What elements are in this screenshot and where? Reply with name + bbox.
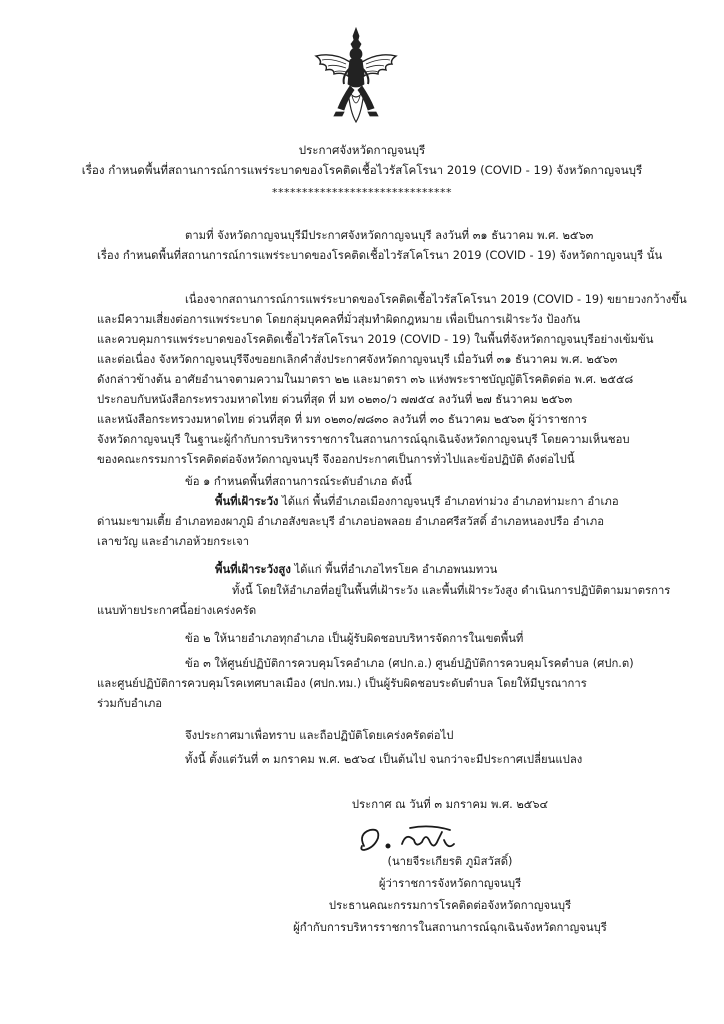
paragraph-2-line-1: เนื่องจากสถานการณ์การแพร่ระบาดของโรคติดเชื้อไวรัสโคโรนา 2019 (COVID - 19) ขยายวงกว้างขึ้น — [185, 293, 687, 306]
separator-line: ****************************** — [272, 186, 452, 199]
watch-area-line-3: เลาขวัญ และอำเภอห้วยกระเจา — [97, 535, 250, 548]
paragraph-2-line-4: และต่อเนื่อง จังหวัดกาญจนบุรีจึงขอยกเลิกคำสั่งประกาศจังหวัดกาญจนบุรี เมื่อวันที่ ๓๑ ธันวาคม พ.ศ. ๒๕๖๓ — [97, 353, 618, 366]
paragraph-2-line-2: และมีความเสี่ยงต่อการแพร่ระบาด โดยกลุ่มบุคคลที่มั่วสุ่มทำผิดกฎหมาย เพื่อเป็นการเฝ้าระวัง ป้องกัน — [97, 313, 581, 326]
clause-2: ข้อ ๒ ให้นายอำเภอทุกอำเภอ เป็นผู้รับผิดชอบบริหารจัดการในเขตพื้นที่ — [185, 632, 524, 645]
paragraph-2-line-6: ประกอบกับหนังสือกระทรวงมหาดไทย ด่วนที่สุด ที่ มท ๐๒๓๐/ว ๗๗๕๔ ลงวันที่ ๒๗ ธันวาคม ๒๕๖๓ — [97, 393, 573, 406]
watch-area-label: พื้นที่เฝ้าระวัง — [215, 495, 279, 508]
paragraph-1-line-2: เรื่อง กำหนดพื้นที่สถานการณ์การแพร่ระบาดของโรคติดเชื้อไวรัสโคโรนา 2019 (COVID - 19) จังหวัดกาญจนบุรี นั้น — [97, 249, 663, 262]
signer-position-1: ผู้ว่าราชการจังหวัดกาญจนบุรี — [378, 877, 522, 890]
watch-area-text: ได้แก่ พื้นที่อำเภอเมืองกาญจนบุรี อำเภอท่าม่วง อำเภอท่ามะกา อำเภอ — [278, 495, 619, 508]
document-subject: เรื่อง กำหนดพื้นที่สถานการณ์การแพร่ระบาดของโรคติดเชื้อไวรัสโคโรนา 2019 (COVID - 19) จังหวัดกาญจนบุรี — [81, 163, 643, 177]
high-watch-area-line — [215, 562, 497, 578]
high-watch-area-text: ได้แก่ พื้นที่อำเภอไทรโยค อำเภอพนมทวน — [290, 563, 498, 576]
document-title: ประกาศจังหวัดกาญจนบุรี — [298, 143, 426, 157]
signer-name: (นายจีระเกียรติ ภูมิสวัสดิ์) — [387, 855, 513, 868]
apply-line-2: แนบท้ายประกาศนี้อย่างเคร่งครัด — [97, 604, 257, 617]
paragraph-1-line-1: ตามที่ จังหวัดกาญจนบุรีมีประกาศจังหวัดกาญจนบุรี ลงวันที่ ๓๑ ธันวาคม พ.ศ. ๒๕๖๓ — [185, 229, 594, 242]
garuda-emblem-icon — [312, 26, 400, 126]
high-watch-area-label: พื้นที่เฝ้าระวังสูง — [215, 563, 291, 576]
clause-3-line-2: และศูนย์ปฏิบัติการควบคุมโรคเทศบาลเมือง (ศปก.ทม.) เป็นผู้รับผิดชอบระดับตำบล โดยให้มีบูรณาการ — [97, 677, 587, 690]
effective-date-line: ทั้งนี้ ตั้งแต่วันที่ ๓ มกราคม พ.ศ. ๒๕๖๔ เป็นต้นไป จนกว่าจะมีประกาศเปลี่ยนแปลง — [185, 753, 583, 766]
signer-position-3: ผู้กำกับการบริหารราชการในสถานการณ์ฉุกเฉินจังหวัดกาญจนบุรี — [293, 921, 607, 934]
clause-1-heading: ข้อ ๑ กำหนดพื้นที่สถานการณ์ระดับอำเภอ ดังนี้ — [185, 475, 412, 488]
announce-line: จึงประกาศมาเพื่อทราบ และถือปฏิบัติโดยเคร่งครัดต่อไป — [185, 729, 454, 742]
paragraph-2-line-7: และหนังสือกระทรวงมหาดไทย ด่วนที่สุด ที่ มท ๐๒๓๐/๗๘๓๐ ลงวันที่ ๓๐ ธันวาคม ๒๕๖๓ ผู้ว่าราชการ — [97, 413, 588, 426]
clause-3-line-3: ร่วมกับอำเภอ — [97, 697, 163, 710]
paragraph-2-line-8: จังหวัดกาญจนบุรี ในฐานะผู้กำกับการบริหารราชการในสถานการณ์ฉุกเฉินจังหวัดกาญจนบุรี โดยความเห็นชอบ — [97, 433, 630, 446]
paragraph-2-line-9: ของคณะกรรมการโรคติดต่อจังหวัดกาญจนบุรี จึงออกประกาศเป็นการทั่วไปและข้อปฏิบัติ ดังต่อไปนี้ — [97, 453, 575, 466]
clause-3-line-1: ข้อ ๓ ให้ศูนย์ปฏิบัติการควบคุมโรคอำเภอ (ศปก.อ.) ศูนย์ปฏิบัติการควบคุมโรคตำบล (ศปก.ต) — [185, 657, 634, 670]
announce-date: ประกาศ ณ วันที่ ๓ มกราคม พ.ศ. ๒๕๖๔ — [351, 798, 549, 811]
apply-line-1: ทั้งนี้ โดยให้อำเภอที่อยู่ในพื้นที่เฝ้าระวัง และพื้นที่เฝ้าระวังสูง ดำเนินการปฏิบัติตามมาตรการ — [232, 584, 671, 597]
watch-area-line-1 — [215, 494, 619, 510]
paragraph-2-line-5: ดังกล่าวข้างต้น อาศัยอำนาจตามความในมาตรา ๒๒ และมาตรา ๓๖ แห่งพระราชบัญญัติโรคติดต่อ พ.ศ. ๒๕๕๘ — [97, 373, 634, 386]
watch-area-line-2: ด่านมะขามเตี้ย อำเภอทองผาภูมิ อำเภอสังขละบุรี อำเภอบ่อพลอย อำเภอศรีสวัสดิ์ อำเภอหนองปรือ อำเภอ — [97, 515, 605, 528]
signer-position-2: ประธานคณะกรรมการโรคติดต่อจังหวัดกาญจนบุรี — [328, 899, 572, 912]
paragraph-2-line-3: และควบคุมการแพร่ระบาดของโรคติดเชื้อไวรัสโคโรนา 2019 (COVID - 19) ในพื้นที่จังหวัดกาญจนบุรีอย่างเข้มข้น — [97, 333, 654, 346]
